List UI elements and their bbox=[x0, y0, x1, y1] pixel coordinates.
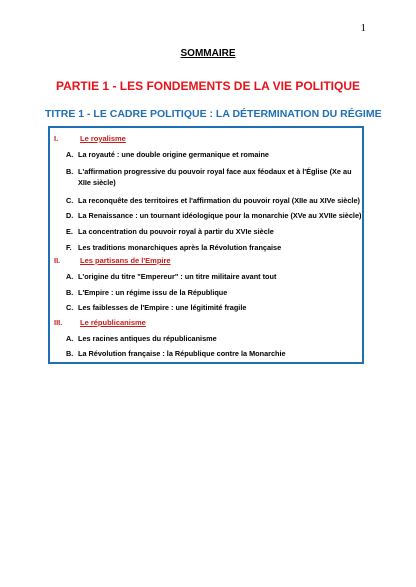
toc-item bbox=[66, 302, 366, 313]
section-number: III. bbox=[54, 318, 63, 327]
partie-title: PARTIE 1 - LES FONDEMENTS DE LA VIE POLITIQUE bbox=[55, 79, 361, 93]
item-text: La reconquête des territoires et l'affirmation du pouvoir royal (XIIe au XIVe siècle) bbox=[78, 196, 360, 205]
toc-item bbox=[66, 287, 366, 298]
toc-item bbox=[66, 271, 366, 282]
toc-item bbox=[66, 333, 366, 344]
section-title: Les partisans de l'Empire bbox=[80, 256, 171, 265]
section-title: Le royalisme bbox=[80, 134, 126, 143]
item-letter: E. bbox=[66, 227, 73, 236]
item-text: L'Empire : un régime issu de la République bbox=[78, 288, 228, 297]
section-number: II. bbox=[54, 256, 61, 265]
item-letter: D. bbox=[66, 211, 74, 220]
titre-heading: TITRE 1 - LE CADRE POLITIQUE : LA DÉTERMINATION DU RÉGIME bbox=[45, 108, 382, 120]
item-text: L'affirmation progressive du pouvoir royal face aux féodaux et à l'Église (Xe au XIIe siècle) bbox=[78, 167, 352, 187]
toc-item bbox=[66, 210, 366, 221]
toc-item bbox=[66, 242, 366, 253]
item-letter: A. bbox=[66, 272, 74, 281]
sommaire-heading: SOMMAIRE bbox=[180, 48, 236, 59]
item-text: La royauté : une double origine germanique et romaine bbox=[78, 150, 269, 159]
item-letter: A. bbox=[66, 150, 74, 159]
item-text: La Révolution française : la République contre la Monarchie bbox=[78, 349, 286, 358]
item-text: La concentration du pouvoir royal à partir du XVIe siècle bbox=[78, 227, 274, 236]
toc-item bbox=[66, 195, 366, 206]
toc-item bbox=[66, 348, 366, 359]
item-text: Les faiblesses de l'Empire : une légitimité fragile bbox=[78, 303, 247, 312]
page-number: 1 bbox=[360, 22, 366, 34]
section-number: I. bbox=[54, 134, 59, 143]
item-text: Les racines antiques du républicanisme bbox=[78, 334, 217, 343]
item-letter: B. bbox=[66, 349, 74, 358]
toc-item bbox=[66, 149, 366, 160]
item-text: L'origine du titre "Empereur" : un titre militaire avant tout bbox=[78, 272, 277, 281]
item-text: Les traditions monarchiques après la Révolution française bbox=[78, 243, 282, 252]
item-letter: B. bbox=[66, 288, 74, 297]
toc-item bbox=[66, 226, 366, 237]
item-letter: F. bbox=[66, 243, 72, 252]
item-text: La Renaissance : un tournant idéologique pour la monarchie (XVe au XVIIe siècle) bbox=[78, 211, 362, 220]
item-letter: C. bbox=[66, 303, 74, 312]
section-title: Le républicanisme bbox=[80, 318, 146, 327]
toc-item bbox=[66, 166, 366, 188]
item-letter: C. bbox=[66, 196, 74, 205]
item-letter: A. bbox=[66, 334, 74, 343]
item-letter: B. bbox=[66, 167, 74, 176]
